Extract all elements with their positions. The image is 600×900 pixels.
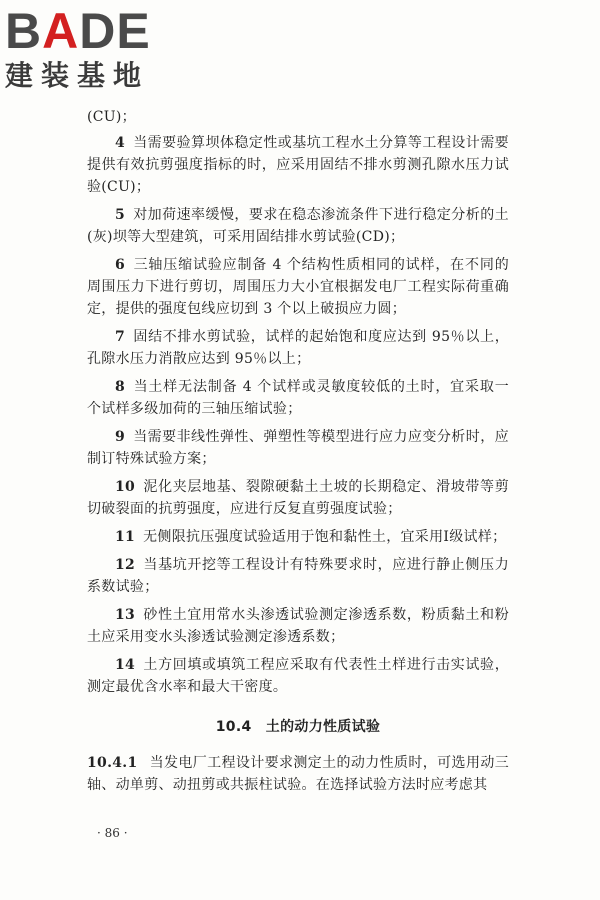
list-item: 13 砂性土宜用常水头渗透试验测定渗透系数，粉质黏土和粉土应采用变水头渗透试验测定渗透系数； <box>87 607 509 645</box>
logo-wordmark: BADE <box>5 3 151 59</box>
list-item: 7 固结不排水剪试验，试样的起始饱和度应达到 95％以上，孔隙水压力消散应达到 95％以上； <box>87 329 509 367</box>
list-item: 11 无侧限抗压强度试验适用于饱和黏性土，宜采用Ⅰ级试样； <box>115 529 507 545</box>
list-item: 12 当基坑开挖等工程设计有特殊要求时，应进行静止侧压力系数试验； <box>87 557 509 595</box>
list-item: 10 泥化夹层地基、裂隙硬黏土土坡的长期稳定、滑坡带等剪切破裂面的抗剪强度，应进行反复直剪强度试验； <box>87 479 509 517</box>
list-item: 9 当需要非线性弹性、弹塑性等模型进行应力应变分析时，应制订特殊试验方案； <box>87 429 509 467</box>
logo-subtitle: 建装基地 <box>5 59 150 92</box>
list-item: 8 当土样无法制备 4 个试样或灵敏度较低的土时，宜采取一个试样多级加荷的三轴压缩试验； <box>87 379 509 417</box>
list-item: 4 当需要验算坝体稳定性或基坑工程水土分算等工程设计需要提供有效抗剪强度指标的时，应采用固结不排水剪测孔隙水压力试验(CU)； <box>87 135 509 195</box>
document-body <box>87 106 509 796</box>
page-number: · 86 · <box>97 826 128 840</box>
list-item: 6 三轴压缩试验应制备 4 个结构性质相同的试样，在不同的周围压力下进行剪切，周围压力大小宜根据发电厂工程实际荷重确定，提供的强度包线应切到 3 个以上破损应力圆； <box>87 257 509 317</box>
list-item: 5 对加荷速率缓慢，要求在稳态渗流条件下进行稳定分析的土(灰)坝等大型建筑，可采用固结排水剪试验(CD)； <box>87 207 509 245</box>
bade-logo <box>5 4 180 92</box>
clause-paragraph: 10.4.1 当发电厂工程设计要求测定土的动力性质时，可选用动三轴、动单剪、动扭剪或共振柱试验。在选择试验方法时应考虑其 <box>87 755 509 793</box>
intro-text: (CU)； <box>87 109 136 125</box>
section-heading: 10.4 土的动力性质试验 <box>215 719 381 735</box>
list-item: 14 土方回填或填筑工程应采取有代表性土样进行击实试验，测定最优含水率和最大干密度。 <box>87 657 509 695</box>
